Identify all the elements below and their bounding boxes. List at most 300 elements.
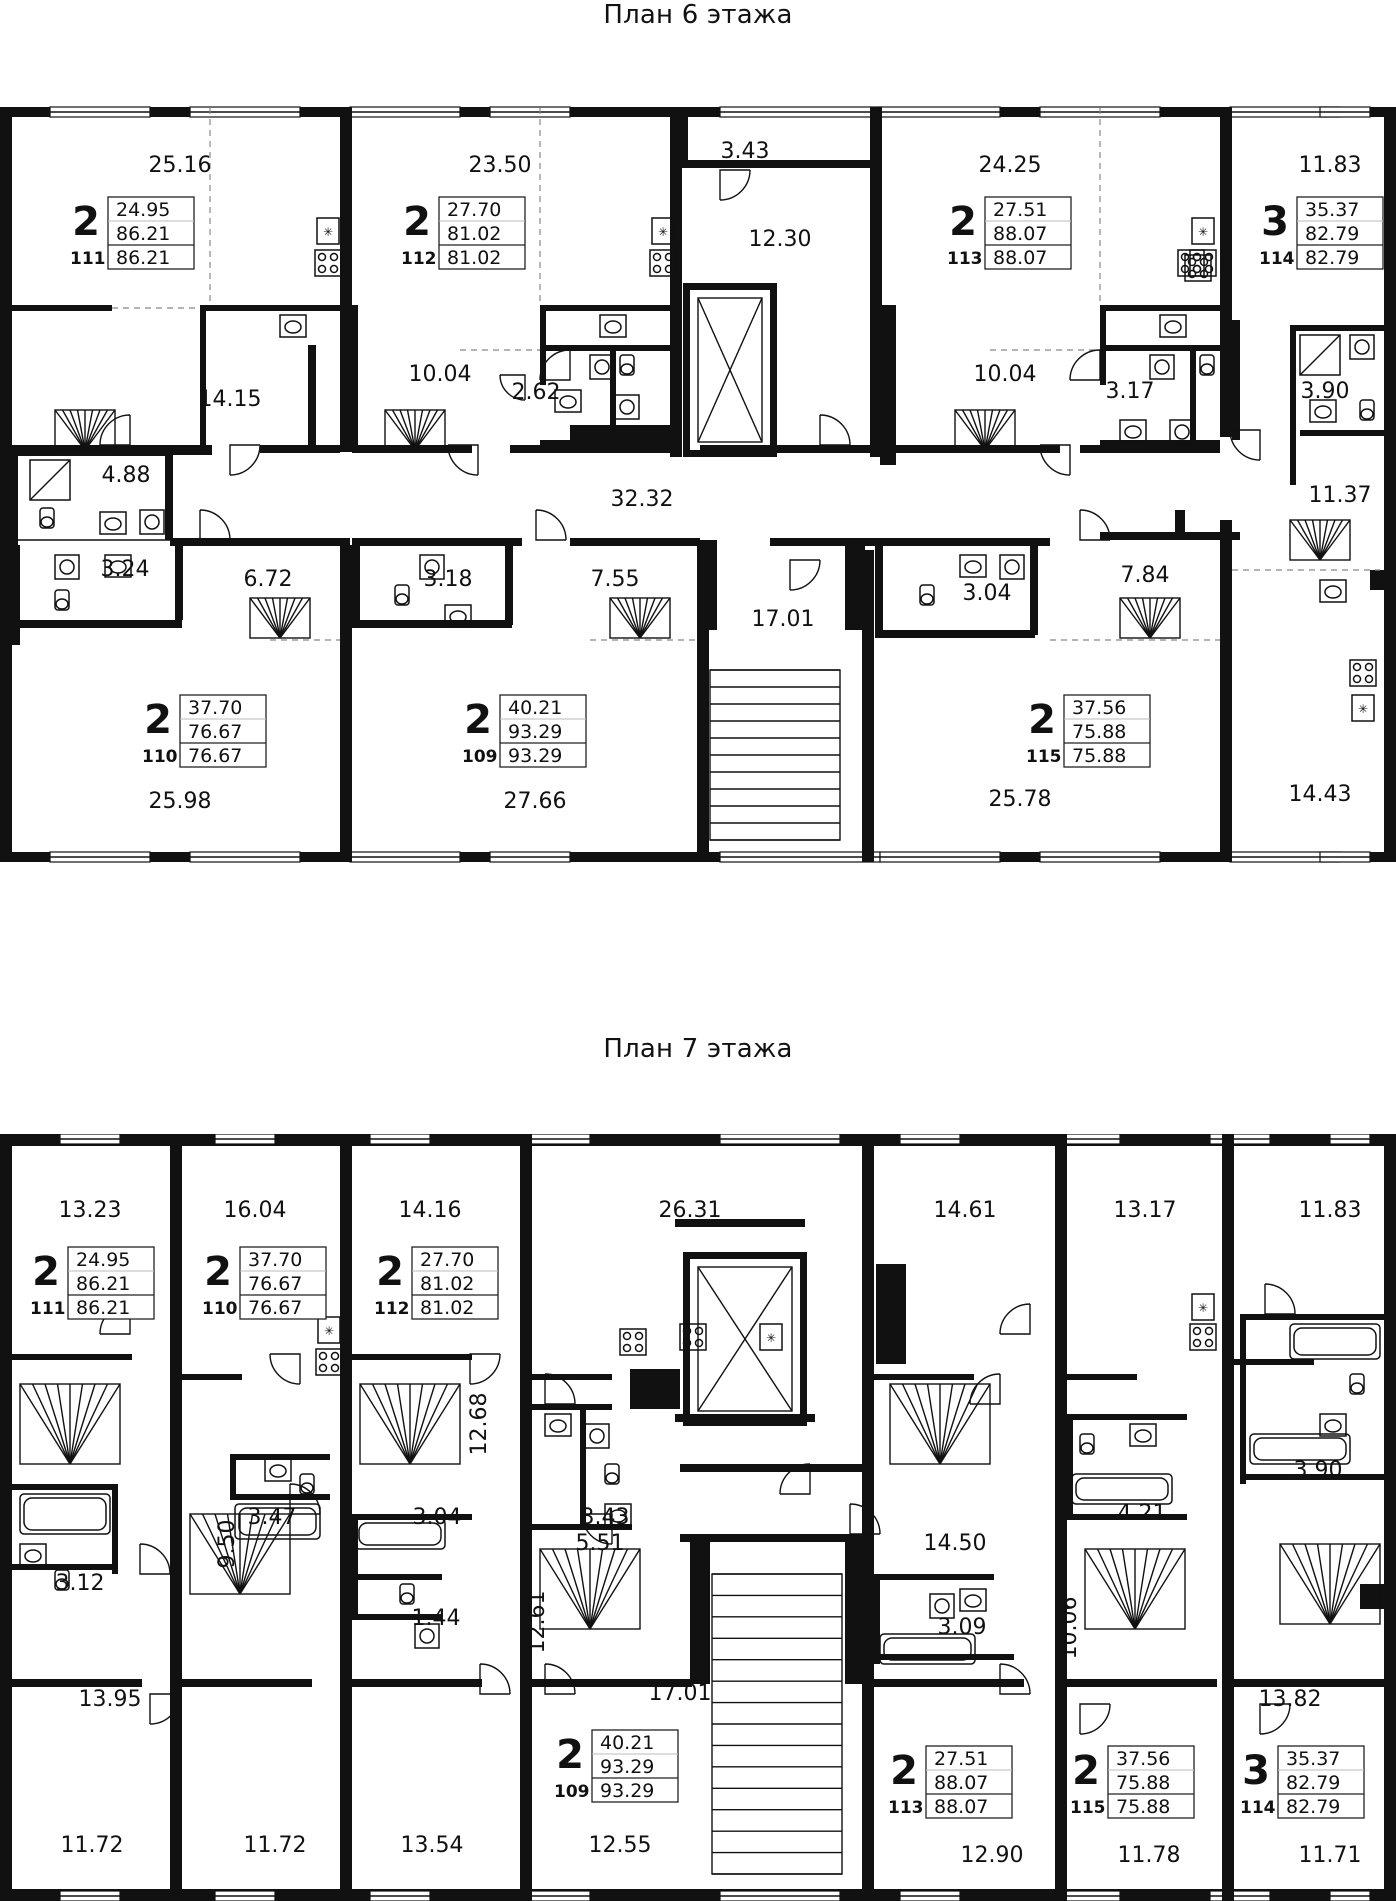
- wall: [1100, 440, 1220, 446]
- wall: [1222, 1134, 1234, 1901]
- wall: [683, 290, 690, 450]
- apartment-area: 75.88: [1116, 1796, 1171, 1818]
- room-area-label: 10.04: [408, 362, 472, 387]
- wall: [352, 538, 522, 546]
- apartment-rooms: 2: [403, 199, 431, 245]
- apartment-area: 86.21: [76, 1297, 131, 1319]
- living-area: 27.70: [447, 199, 502, 221]
- sink-basin-icon: [25, 1550, 41, 1562]
- toilet-bowl-icon: [921, 594, 933, 604]
- wall: [340, 545, 352, 862]
- living-area: 37.56: [1072, 697, 1127, 719]
- wall: [1030, 545, 1038, 635]
- wall: [675, 1414, 815, 1422]
- apartment-badge: [554, 1730, 678, 1802]
- spiral-stair: [1120, 598, 1180, 638]
- wall: [12, 620, 182, 628]
- apartment-badge: [1240, 1746, 1364, 1818]
- total-area: 93.29: [508, 721, 563, 743]
- room-area-label: 12.30: [748, 227, 812, 252]
- washer-drum-icon: [595, 360, 609, 374]
- washer-icon: [1150, 355, 1174, 379]
- room-area-label: 32.32: [610, 487, 674, 512]
- apartment-area: 81.02: [447, 247, 502, 269]
- wall: [1240, 1314, 1385, 1320]
- wall: [800, 1259, 807, 1419]
- apartment-area: 88.07: [934, 1796, 989, 1818]
- total-area: 75.88: [1072, 721, 1127, 743]
- room-area-label: 25.78: [988, 787, 1052, 812]
- door-swing: [820, 415, 850, 445]
- room-area-label: 14.50: [923, 1531, 987, 1556]
- wall: [875, 545, 883, 635]
- room-area-label: 16.04: [223, 1198, 287, 1223]
- room-area-label: 25.16: [148, 153, 212, 178]
- spiral-stair: [890, 1384, 990, 1464]
- stove-burner-icon: [319, 266, 326, 273]
- room-area-label: 10.06: [1057, 1596, 1082, 1660]
- toilet-bowl-icon: [56, 599, 68, 609]
- apartment-rooms: 3: [1242, 1748, 1270, 1794]
- wall: [112, 1484, 118, 1574]
- room-area-label: 13.82: [1258, 1687, 1322, 1712]
- sink-basin-icon: [965, 561, 981, 573]
- stove-icon: [1350, 660, 1376, 686]
- apartment-number: 113: [947, 249, 983, 269]
- apartment-area: 93.29: [600, 1780, 655, 1802]
- wall: [1067, 1414, 1187, 1420]
- wall: [340, 107, 352, 452]
- living-area: 35.37: [1286, 1748, 1341, 1770]
- room-area-label: 7.55: [590, 567, 640, 592]
- sink-basin-icon: [605, 321, 621, 333]
- wall: [1100, 345, 1220, 351]
- living-area: 27.51: [934, 1748, 989, 1770]
- wall: [1370, 570, 1384, 590]
- washer-drum-icon: [60, 560, 74, 574]
- washer-drum-icon: [620, 400, 634, 414]
- wall: [874, 1374, 974, 1380]
- wall: [862, 1134, 874, 1901]
- room-area-label: 3.90: [1293, 1458, 1343, 1483]
- wall: [170, 1134, 182, 1901]
- wall: [1190, 345, 1196, 445]
- apartment-rooms: 2: [204, 1249, 232, 1295]
- sink-basin-icon: [965, 1595, 981, 1607]
- apartment-area: 82.79: [1286, 1796, 1341, 1818]
- apartment-number: 112: [374, 1299, 410, 1319]
- room-area-label: 4.88: [101, 463, 151, 488]
- sink-basin-icon: [560, 396, 576, 408]
- total-area: 82.79: [1286, 1772, 1341, 1794]
- wall: [1220, 520, 1232, 862]
- spiral-stair: [360, 1384, 460, 1464]
- wall: [352, 305, 358, 450]
- apartment-area: 76.67: [188, 745, 243, 767]
- wall: [12, 1484, 112, 1490]
- living-area: 27.70: [420, 1249, 475, 1271]
- stove-burner-icon: [320, 1353, 327, 1360]
- washer-drum-icon: [145, 515, 159, 529]
- wall: [690, 1534, 710, 1684]
- wall: [680, 107, 688, 167]
- room-area-label: 3.17: [1105, 379, 1155, 404]
- wall: [630, 1369, 680, 1409]
- door-swing: [790, 560, 820, 590]
- wall: [352, 1574, 442, 1580]
- toilet-bowl-icon: [301, 1483, 313, 1493]
- sink-basin-icon: [1325, 586, 1341, 598]
- wall: [0, 107, 12, 862]
- door-swing: [1265, 1284, 1295, 1314]
- hood-symbol-icon: ✳: [1357, 702, 1369, 716]
- wall: [770, 290, 777, 450]
- spiral-stair: [1290, 520, 1350, 560]
- spiral-stair: [540, 1549, 640, 1629]
- bathtub-inner-icon: [24, 1498, 106, 1530]
- wall: [697, 540, 717, 630]
- apartment-rooms: 2: [144, 697, 172, 743]
- room-area-label: 11.78: [1117, 1843, 1181, 1868]
- wall: [1220, 107, 1232, 437]
- wall: [1067, 1374, 1137, 1380]
- stove-icon: [620, 1329, 646, 1355]
- bathtub-icon: [1290, 1324, 1380, 1359]
- washer-icon: [615, 395, 639, 419]
- washer-drum-icon: [1005, 560, 1019, 574]
- wall: [165, 450, 173, 540]
- apartment-number: 109: [462, 747, 498, 767]
- apartment-badge: [202, 1247, 326, 1319]
- stove-burner-icon: [1194, 266, 1201, 273]
- living-area: 37.56: [1116, 1748, 1171, 1770]
- room-area-label: 12.68: [467, 1392, 492, 1456]
- stove-burner-icon: [1366, 676, 1373, 683]
- room-area-label: 9.50: [215, 1519, 240, 1569]
- total-area: 81.02: [420, 1273, 475, 1295]
- total-area: 82.79: [1305, 223, 1360, 245]
- door-swing: [470, 1354, 500, 1384]
- door-swing: [270, 1354, 300, 1384]
- apartment-number: 115: [1070, 1798, 1106, 1818]
- stove-burner-icon: [332, 1365, 339, 1372]
- wall: [12, 450, 172, 456]
- living-area: 27.51: [993, 199, 1048, 221]
- apartment-number: 113: [888, 1798, 924, 1818]
- wall: [1290, 325, 1390, 331]
- toilet-bowl-icon: [1201, 364, 1213, 374]
- room-area-label: 4.21: [1117, 1501, 1167, 1526]
- wall: [1175, 510, 1185, 540]
- stove-burner-icon: [1206, 1328, 1213, 1335]
- wall: [700, 445, 860, 453]
- stove-burner-icon: [1194, 1328, 1201, 1335]
- room-area-label: 11.72: [60, 1833, 124, 1858]
- living-area: 37.70: [188, 697, 243, 719]
- total-area: 81.02: [447, 223, 502, 245]
- wall: [170, 538, 350, 546]
- apartment-number: 111: [70, 249, 106, 269]
- stairs: [712, 1574, 842, 1874]
- bathtub-inner-icon: [1076, 1478, 1168, 1500]
- wall: [340, 1134, 352, 1901]
- stove-burner-icon: [624, 1345, 631, 1352]
- wall: [876, 1264, 906, 1364]
- sink-basin-icon: [550, 1420, 566, 1432]
- door-swing: [480, 1664, 510, 1694]
- apartment-rooms: 2: [949, 199, 977, 245]
- room-area-label: 12.55: [588, 1833, 652, 1858]
- wall: [1232, 320, 1240, 440]
- door-swing: [1000, 1304, 1030, 1334]
- apartment-area: 76.67: [248, 1297, 303, 1319]
- apartment-rooms: 2: [376, 1249, 404, 1295]
- wall: [182, 1679, 312, 1687]
- room-area-label: 3.90: [1300, 379, 1350, 404]
- wall: [352, 545, 360, 625]
- room-area-label: 12.61: [525, 1590, 550, 1654]
- sink-basin-icon: [1125, 426, 1141, 438]
- wall: [532, 1404, 612, 1410]
- apartment-badge: [947, 197, 1071, 269]
- wall: [12, 1354, 132, 1360]
- toilet-bowl-icon: [621, 364, 633, 374]
- wall: [1234, 1679, 1384, 1687]
- stove-burner-icon: [332, 1353, 339, 1360]
- wall: [352, 1354, 472, 1360]
- door-swing: [970, 1374, 1000, 1404]
- total-area: 76.67: [248, 1273, 303, 1295]
- room-area-label: 14.43: [1288, 782, 1352, 807]
- apartment-badge: [30, 1247, 154, 1319]
- shower-diagonal: [1300, 335, 1340, 375]
- room-area-label: 11.37: [1308, 483, 1372, 508]
- wall: [874, 1574, 880, 1664]
- wall: [874, 1654, 1014, 1660]
- living-area: 37.70: [248, 1249, 303, 1271]
- washer-drum-icon: [935, 1599, 949, 1613]
- living-area: 35.37: [1305, 199, 1360, 221]
- wall: [1067, 1679, 1217, 1687]
- apartment-badge: [462, 695, 586, 767]
- living-area: 40.21: [508, 697, 563, 719]
- apartment-rooms: 2: [72, 199, 100, 245]
- stove-burner-icon: [696, 1328, 703, 1335]
- apartment-badge: [1070, 1746, 1194, 1818]
- door-swing: [140, 1544, 170, 1574]
- room-area-label: 10.04: [973, 362, 1037, 387]
- room-area-label: 13.23: [58, 1198, 122, 1223]
- washer-icon: [140, 510, 164, 534]
- room-area-label: 17.01: [751, 607, 815, 632]
- room-area-label: 3.09: [937, 1615, 987, 1640]
- apartment-number: 110: [202, 1299, 238, 1319]
- room-area-label: 23.50: [468, 153, 532, 178]
- toilet-bowl-icon: [1361, 409, 1373, 419]
- wall: [880, 305, 896, 465]
- sink-basin-icon: [105, 518, 121, 530]
- room-area-label: 13.54: [400, 1833, 464, 1858]
- stove-burner-icon: [654, 254, 661, 261]
- apartment-badge: [401, 197, 525, 269]
- stove-burner-icon: [319, 254, 326, 261]
- wall: [1384, 1134, 1396, 1901]
- room-area-label: 11.83: [1298, 153, 1362, 178]
- toilet-bowl-icon: [1351, 1383, 1363, 1393]
- toilet-bowl-icon: [41, 517, 53, 527]
- spiral-stair: [385, 410, 445, 450]
- wall: [175, 545, 183, 620]
- washer-drum-icon: [420, 1629, 434, 1643]
- room-area-label: 3.04: [412, 1505, 462, 1530]
- wall: [12, 545, 20, 645]
- wall: [0, 1134, 12, 1901]
- wall: [505, 545, 513, 625]
- room-area-label: 3.43: [720, 139, 770, 164]
- stove-burner-icon: [320, 1365, 327, 1372]
- stove-icon: [316, 1349, 342, 1375]
- room-area-label: 14.15: [198, 387, 262, 412]
- apartment-rooms: 2: [32, 1249, 60, 1295]
- apartment-badge: [888, 1746, 1012, 1818]
- wall: [12, 1679, 142, 1687]
- wall: [570, 425, 670, 445]
- wall: [1080, 445, 1220, 453]
- washer-icon: [585, 1424, 609, 1448]
- apartment-number: 110: [142, 747, 178, 767]
- room-area-label: 14.16: [398, 1198, 462, 1223]
- floor-plan-7: [0, 1134, 1396, 1901]
- wall: [683, 1252, 807, 1259]
- apartment-number: 111: [30, 1299, 66, 1319]
- apartment-area: 93.29: [508, 745, 563, 767]
- wall: [1384, 107, 1396, 862]
- total-area: 75.88: [1116, 1772, 1171, 1794]
- wall: [540, 305, 670, 311]
- floor-plan-6: [0, 100, 1396, 880]
- room-area-label: 3.43: [580, 1505, 630, 1530]
- stove-burner-icon: [1354, 676, 1361, 683]
- apartment-rooms: 2: [556, 1732, 584, 1778]
- wall: [230, 1454, 236, 1494]
- washer-drum-icon: [1155, 360, 1169, 374]
- apartment-area: 88.07: [993, 247, 1048, 269]
- wall: [12, 305, 112, 311]
- apartment-badge: [374, 1247, 498, 1319]
- wall: [1300, 430, 1390, 436]
- total-area: 76.67: [188, 721, 243, 743]
- hood-symbol-icon: ✳: [323, 1324, 335, 1338]
- room-area-label: 6.72: [243, 567, 293, 592]
- stove-burner-icon: [331, 254, 338, 261]
- sink-basin-icon: [1135, 1430, 1151, 1442]
- washer-icon: [55, 555, 79, 579]
- stove-burner-icon: [636, 1333, 643, 1340]
- room-area-label: 17.01: [648, 1681, 712, 1706]
- stove-icon: [1190, 250, 1216, 276]
- room-area-label: 2.62: [511, 380, 561, 405]
- spiral-stair: [610, 598, 670, 638]
- bathtub-inner-icon: [1294, 1328, 1376, 1355]
- total-area: 93.29: [600, 1756, 655, 1778]
- wall: [352, 620, 512, 628]
- toilet-bowl-icon: [396, 594, 408, 604]
- room-area-label: 13.95: [78, 1687, 142, 1712]
- hood-symbol-icon: ✳: [322, 225, 334, 239]
- room-area-label: 24.25: [978, 153, 1042, 178]
- apartment-rooms: 2: [1072, 1748, 1100, 1794]
- wall: [1290, 325, 1296, 485]
- stove-burner-icon: [1366, 664, 1373, 671]
- spiral-stair: [955, 410, 1015, 450]
- apartment-area: 86.21: [116, 247, 171, 269]
- apartment-area: 75.88: [1072, 745, 1127, 767]
- apartment-rooms: 2: [890, 1748, 918, 1794]
- wall: [1100, 532, 1240, 540]
- wall: [770, 538, 1050, 546]
- apartment-badge: [1259, 197, 1383, 269]
- room-area-label: 3.24: [100, 557, 150, 582]
- wall: [683, 283, 777, 290]
- washer-drum-icon: [1175, 425, 1189, 439]
- washer-drum-icon: [1355, 340, 1369, 354]
- door-swing: [200, 510, 230, 540]
- washer-icon: [1350, 335, 1374, 359]
- bathtub-icon: [20, 1494, 110, 1534]
- spiral-stair: [55, 410, 115, 450]
- room-area-label: 11.72: [243, 1833, 307, 1858]
- toilet-bowl-icon: [1081, 1443, 1093, 1453]
- stove-burner-icon: [1206, 1340, 1213, 1347]
- spiral-stair: [1085, 1549, 1185, 1629]
- wall: [200, 305, 206, 445]
- living-area: 40.21: [600, 1732, 655, 1754]
- wall: [874, 1679, 1024, 1687]
- room-area-label: 11.71: [1298, 1843, 1362, 1868]
- stove-burner-icon: [696, 1340, 703, 1347]
- apartment-badge: [142, 695, 266, 767]
- plan-7-title: План 7 этажа: [603, 1034, 793, 1064]
- total-area: 86.21: [116, 223, 171, 245]
- wall: [520, 1134, 532, 1901]
- room-area-label: 1.44: [411, 1606, 461, 1631]
- wall: [352, 1679, 482, 1687]
- hood-symbol-icon: ✳: [1197, 225, 1209, 239]
- sink-basin-icon: [270, 1465, 286, 1477]
- apartment-number: 112: [401, 249, 437, 269]
- bathtub-inner-icon: [1254, 1438, 1346, 1460]
- apartment-area: 82.79: [1305, 247, 1360, 269]
- spiral-stair: [20, 1384, 120, 1464]
- wall: [0, 1889, 1396, 1901]
- total-area: 86.21: [76, 1273, 131, 1295]
- washer-drum-icon: [590, 1429, 604, 1443]
- door-swing: [230, 445, 260, 475]
- stove-icon: [1190, 1324, 1216, 1350]
- hood-symbol-icon: ✳: [1197, 1301, 1209, 1315]
- spiral-stair: [250, 598, 310, 638]
- stove-burner-icon: [1354, 664, 1361, 671]
- wall: [874, 1574, 994, 1580]
- toilet-bowl-icon: [401, 1593, 413, 1603]
- wall: [570, 538, 700, 546]
- stove-icon: [315, 250, 341, 276]
- wall: [200, 305, 340, 311]
- apartment-rooms: 3: [1261, 199, 1289, 245]
- total-area: 88.07: [993, 223, 1048, 245]
- apartment-area: 81.02: [420, 1297, 475, 1319]
- room-area-label: 5.51: [575, 1531, 625, 1556]
